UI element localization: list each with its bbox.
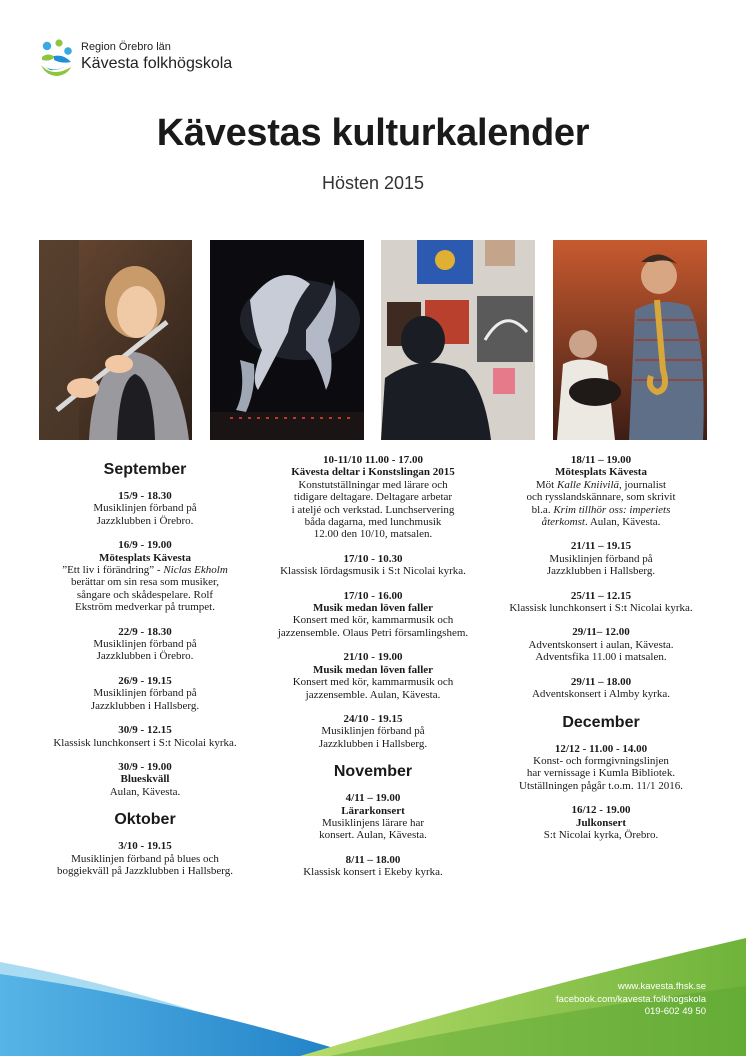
month-heading-oktober: Oktober xyxy=(114,811,176,829)
event-description xyxy=(40,564,250,614)
event-description: Konsert med kör, kammarmusik och jazzensemble. Olaus Petri församlingshem. xyxy=(277,614,469,639)
event-title: Blueskväll xyxy=(120,773,170,786)
event-date: 17/10 - 16.00 xyxy=(343,589,403,602)
event-description-part: ”Ett liv i förändring” - xyxy=(62,564,164,577)
month-heading-september: September xyxy=(103,461,187,478)
event-description: Konsert med kör, kammarmusik och jazzensemble. Aulan, Kävesta. xyxy=(292,676,454,701)
event-item xyxy=(268,454,478,541)
art-exhibition-photo xyxy=(381,240,535,440)
saxophone-band-photo xyxy=(553,240,707,440)
event-date: 21/10 - 19.00 xyxy=(343,651,403,664)
event-item xyxy=(496,743,706,793)
event-date: 30/9 - 19.00 xyxy=(118,760,172,773)
calendar-column-3 xyxy=(496,454,706,853)
event-date: 29/11 – 18.00 xyxy=(570,675,632,688)
event-description: Musiklinjen förband på Jazzklubben i Hallsberg. xyxy=(318,725,428,750)
dancers-photo xyxy=(210,240,364,440)
event-item xyxy=(496,804,706,841)
event-description: Klassisk lördagsmusik i S:t Nicolai kyrka. xyxy=(280,565,466,578)
event-item xyxy=(496,540,706,577)
contact-info xyxy=(556,981,706,1019)
event-date: 18/11 – 19.00 xyxy=(570,454,632,466)
event-item xyxy=(496,590,706,615)
website-link[interactable]: www.kavesta.fhsk.se xyxy=(617,981,706,992)
event-description-part: berättar om sin resa som musiker, sångare och skådespelare. Rolf Ekström medverkar på trumpet. xyxy=(70,576,220,614)
facebook-link[interactable]: facebook.com/kavesta.folkhogskola xyxy=(556,993,706,1005)
event-description: Musiklinjen förband på Jazzklubben i Hallsberg. xyxy=(546,552,656,578)
region-logo-icon xyxy=(38,38,78,78)
event-description-part: . Aulan, Kävesta. xyxy=(584,516,661,529)
event-date: 10-11/10 11.00 - 17.00 xyxy=(323,454,423,466)
event-description: S:t Nicolai kyrka, Örebro. xyxy=(543,828,659,841)
event-description: Musiklinjen förband på Jazzklubben i Hallsberg. xyxy=(90,687,200,712)
event-description: Klassisk lunchkonsert i S:t Nicolai kyrka. xyxy=(509,602,693,615)
event-date: 8/11 – 18.00 xyxy=(345,853,401,866)
event-item xyxy=(268,590,478,640)
event-item xyxy=(40,724,250,749)
event-description xyxy=(496,479,706,529)
calendar-column-1 xyxy=(40,452,250,889)
event-item xyxy=(268,713,478,750)
event-performer-name: Niclas Ekholm xyxy=(163,564,228,577)
event-date: 16/9 - 19.00 xyxy=(118,539,172,552)
event-description: Musiklinjen förband på Jazzklubben i Örebro. xyxy=(93,638,197,663)
month-heading-november: November xyxy=(333,763,413,781)
event-item xyxy=(268,651,478,701)
event-title: Kävesta deltar i Konstslingan 2015 xyxy=(291,466,455,479)
event-description: Adventskonsert i aulan, Kävesta. Adventsfika 11.00 i matsalen. xyxy=(528,638,674,664)
event-date: 15/9 - 18.30 xyxy=(118,490,172,502)
event-item xyxy=(40,761,250,798)
event-date: 29/11– 12.00 xyxy=(572,626,630,639)
event-date: 25/11 – 12.15 xyxy=(570,589,632,602)
event-title: Musik medan löven faller xyxy=(312,663,434,676)
event-item xyxy=(496,626,706,663)
logo[interactable] xyxy=(38,38,258,78)
phone-number: 019-602 49 50 xyxy=(644,1006,706,1017)
event-description: Musiklinjens lärare har konsert. Aulan, Kävesta. xyxy=(319,816,427,842)
flute-player-photo xyxy=(39,240,192,440)
logo-school-text: Kävesta folkhögskola xyxy=(81,55,233,72)
event-item xyxy=(40,675,250,712)
event-item xyxy=(40,539,250,613)
event-item xyxy=(268,792,478,842)
event-description-part: , journalist och rysslandskännare, som skrivit bl.a. xyxy=(526,478,676,516)
event-date: 17/10 - 10.30 xyxy=(343,552,403,565)
event-book-title: Krim tillhör oss: imperiets återkomst xyxy=(541,503,671,529)
event-guest-name: Kalle Kniivilä xyxy=(557,478,620,491)
event-description: Musiklinjen förband på Jazzklubben i Örebro. xyxy=(93,502,197,527)
event-item xyxy=(496,676,706,701)
event-description: Aulan, Kävesta. xyxy=(109,785,181,798)
event-item xyxy=(268,854,478,879)
logo-region-text: Region Örebro län xyxy=(81,41,171,53)
event-date: 12/12 - 11.00 - 14.00 xyxy=(554,742,648,755)
event-date: 16/12 - 19.00 xyxy=(571,804,631,817)
event-title: Lärarkonsert xyxy=(341,804,405,817)
event-item xyxy=(40,840,250,877)
event-date: 22/9 - 18.30 xyxy=(118,625,172,638)
event-description: Konst- och formgivningslinjen har vernissage i Kumla Bibliotek. Utställningen pågår t.o.m. 11/1 2016. xyxy=(519,754,683,792)
event-date: 21/11 – 19.15 xyxy=(570,540,632,553)
event-item xyxy=(268,553,478,578)
event-date: 30/9 - 12.15 xyxy=(118,724,172,737)
event-date: 3/10 - 19.15 xyxy=(118,840,172,853)
event-description-part: Möt xyxy=(535,478,557,491)
event-item xyxy=(40,626,250,663)
event-date: 4/11 – 19.00 xyxy=(345,792,401,805)
event-date: 26/9 - 19.15 xyxy=(118,674,172,687)
month-heading-december: December xyxy=(562,713,640,731)
event-title: Mötesplats Kävesta xyxy=(555,466,647,479)
event-description: Musiklinjen förband på blues och boggiekväll på Jazzklubben i Hallsberg. xyxy=(56,852,234,877)
event-date: 24/10 - 19.15 xyxy=(343,712,403,725)
event-description: Adventskonsert i Almby kyrka. xyxy=(531,688,671,701)
event-title: Julkonsert xyxy=(575,816,627,829)
page-title: Kävestas kulturkalender xyxy=(156,112,590,154)
page-subtitle: Hösten 2015 xyxy=(321,173,425,193)
event-description: Konstutställningar med lärare och tidigare deltagare. Deltagare arbetar i ateljé och verkstad. Lunchservering båda dagarna, med lunchmusik 12.00 den 10/10, matsalen. xyxy=(291,478,455,541)
event-title: Mötesplats Kävesta xyxy=(99,551,191,564)
event-title: Musik medan löven faller xyxy=(312,602,434,615)
event-description: Klassisk konsert i Ekeby kyrka. xyxy=(303,866,443,879)
calendar-column-2 xyxy=(268,454,478,891)
event-item xyxy=(496,454,706,528)
event-description: Klassisk lunchkonsert i S:t Nicolai kyrka. xyxy=(53,736,237,749)
event-item xyxy=(40,490,250,527)
